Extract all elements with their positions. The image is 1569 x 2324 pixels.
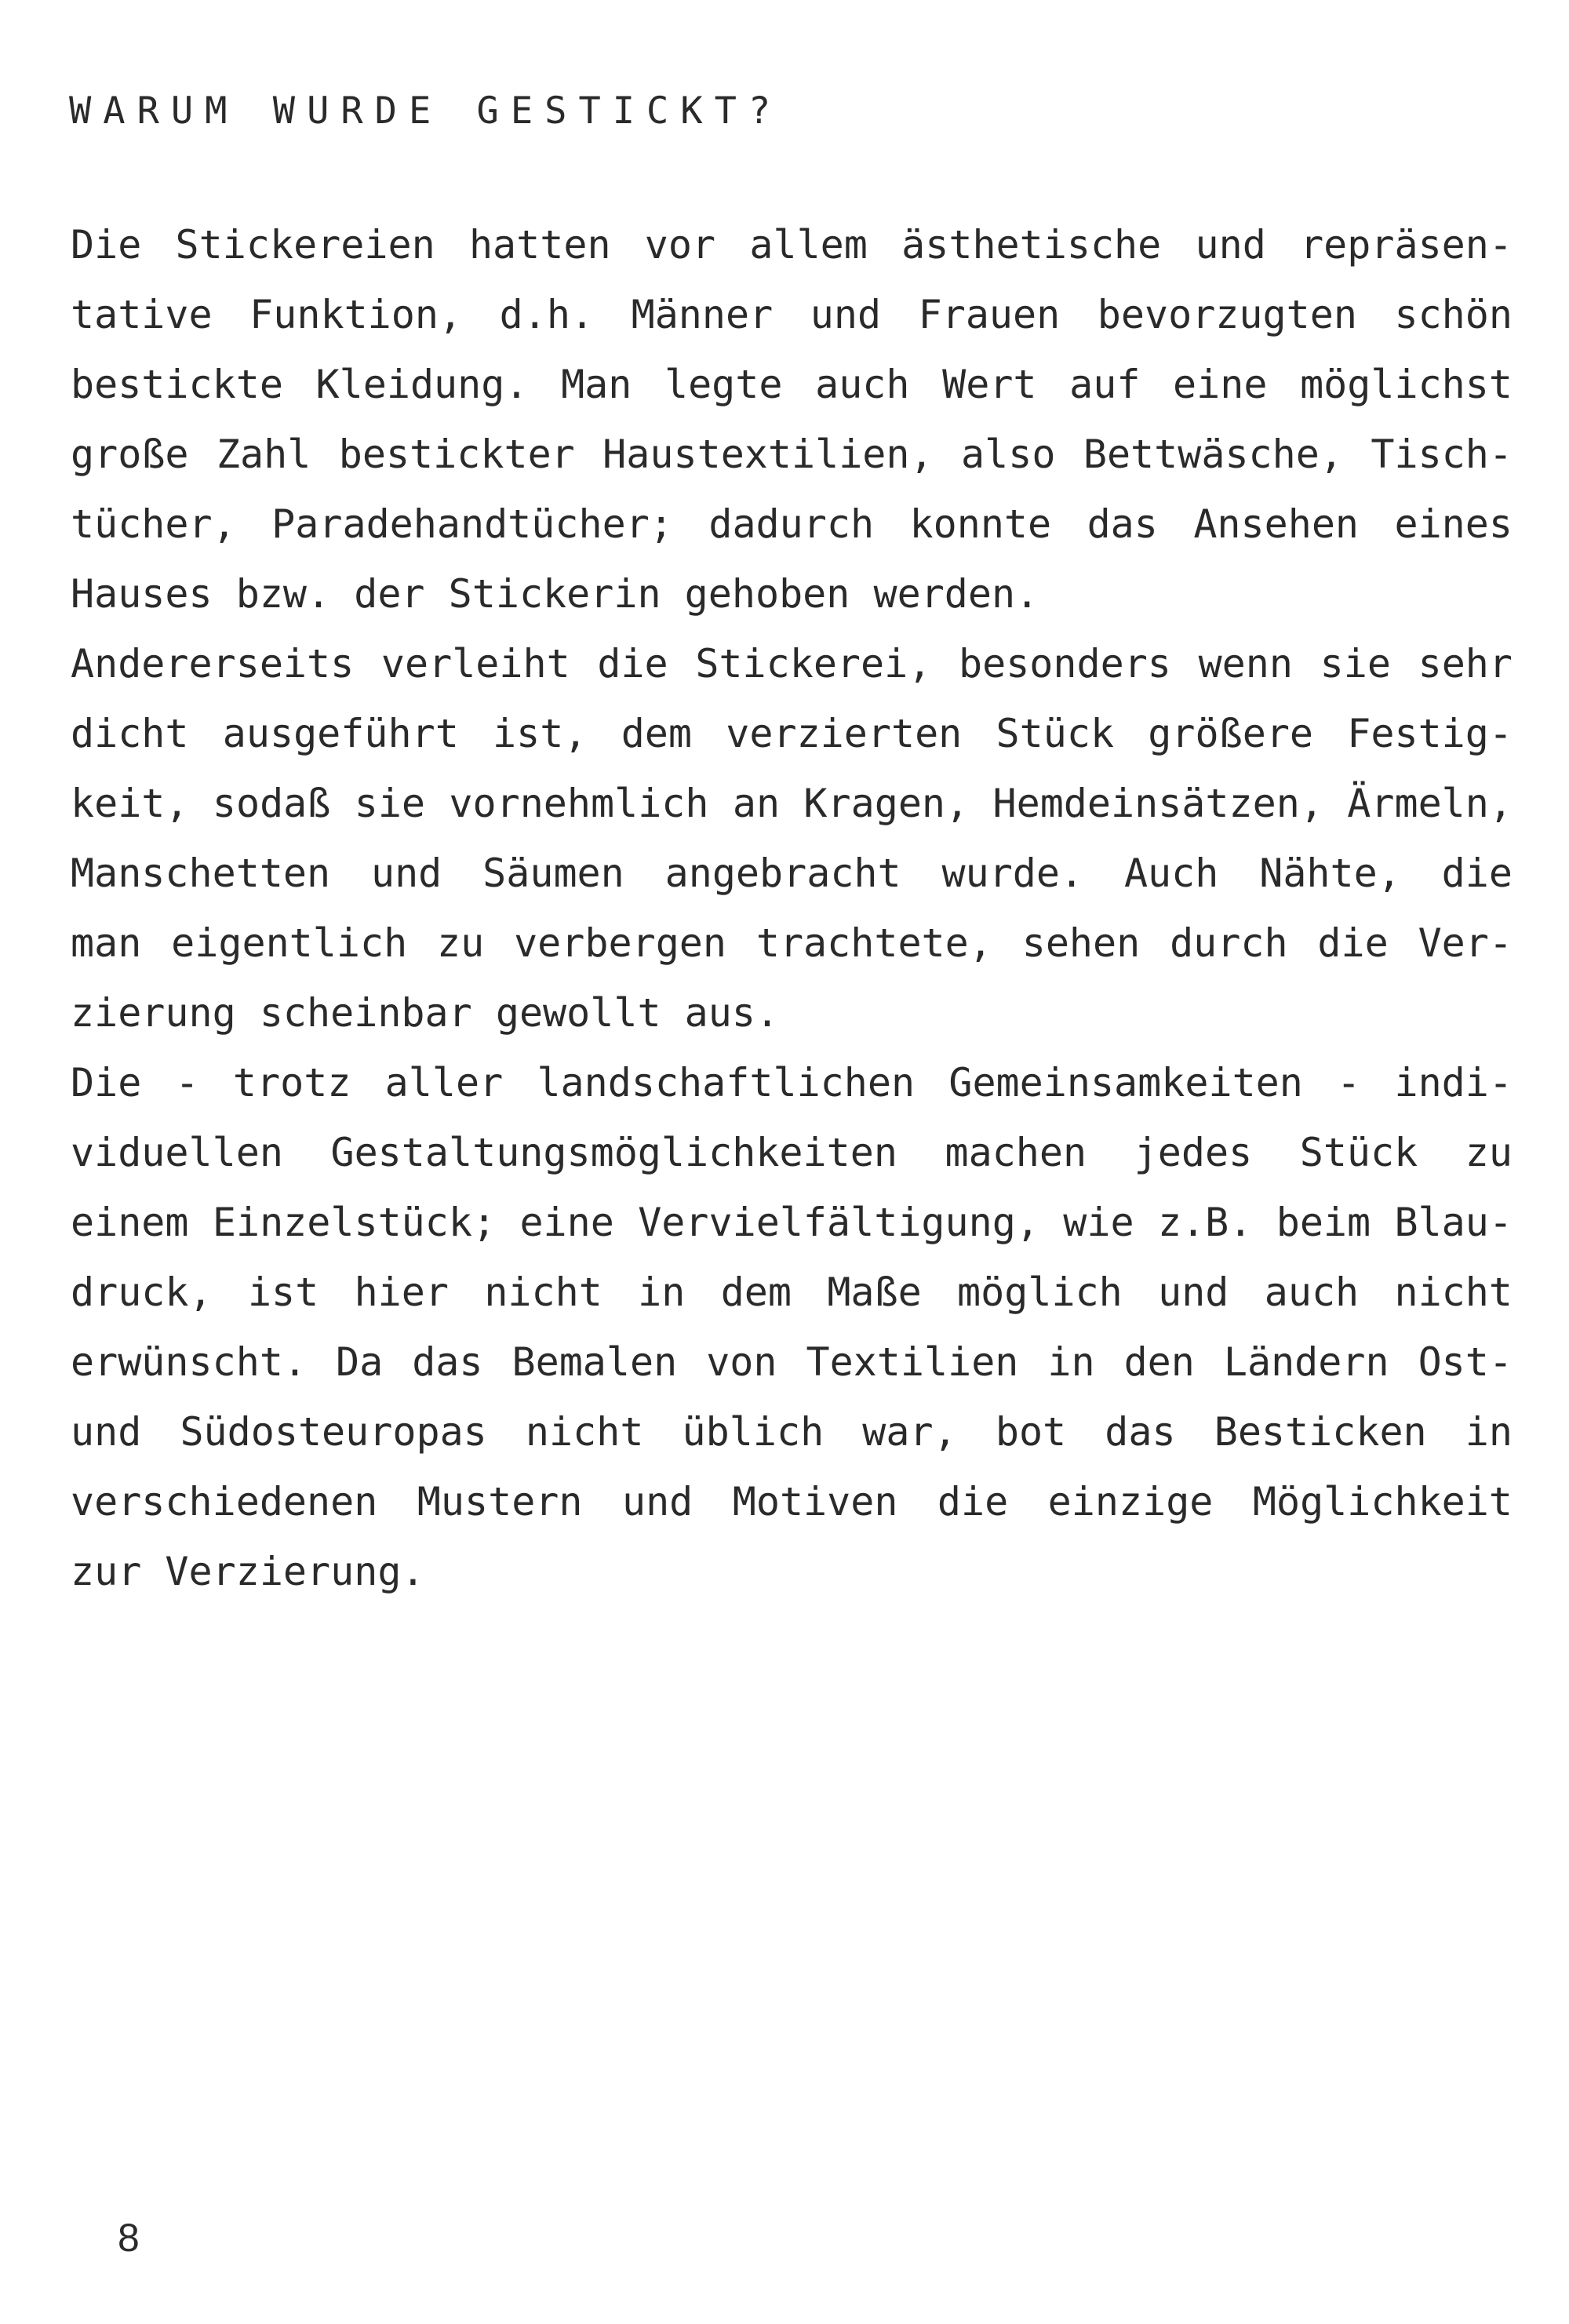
text-line: zur Verzierung.	[71, 1549, 425, 1594]
text-line: Manschetten und Säumen angebracht wurde. Auch Nähte, die	[71, 851, 1513, 896]
text-line: große Zahl bestickter Haustextilien, also Bettwäsche, Tisch-	[71, 432, 1513, 477]
page-number: 8	[118, 2216, 140, 2260]
section-heading: WARUM WURDE GESTICKT?	[69, 89, 783, 133]
text-line: Die - trotz aller landschaftlichen Gemeinsamkeiten - indi-	[71, 1060, 1513, 1106]
text-line: dicht ausgeführt ist, dem verzierten Stück größere Festig-	[71, 711, 1513, 756]
text-line: zierung scheinbar gewollt aus.	[71, 990, 780, 1036]
text-line: einem Einzelstück; eine Vervielfältigung, wie z.B. beim Blau-	[71, 1200, 1513, 1245]
text-line: tative Funktion, d.h. Männer und Frauen bevorzugten schön	[71, 292, 1513, 337]
text-line: keit, sodaß sie vornehmlich an Kragen, Hemdeinsätzen, Ärmeln,	[71, 781, 1513, 826]
text-line: verschiedenen Mustern und Motiven die einzige Möglichkeit	[71, 1479, 1513, 1524]
text-line: viduellen Gestaltungsmöglichkeiten machen jedes Stück zu	[71, 1130, 1513, 1175]
text-line: Die Stickereien hatten vor allem ästhetische und repräsen-	[71, 222, 1513, 268]
text-line: Hauses bzw. der Stickerin gehoben werden.	[71, 571, 1039, 617]
text-line: tücher, Paradehandtücher; dadurch konnte das Ansehen eines	[71, 501, 1513, 547]
text-line: und Südosteuropas nicht üblich war, bot das Besticken in	[71, 1409, 1513, 1455]
text-line: druck, ist hier nicht in dem Maße möglich und auch nicht	[71, 1269, 1513, 1315]
paragraph	[71, 210, 1513, 629]
text-line: bestickte Kleidung. Man legte auch Wert auf eine möglichst	[71, 362, 1513, 407]
text-line: erwünscht. Da das Bemalen von Textilien in den Ländern Ost-	[71, 1339, 1513, 1385]
body-text	[71, 210, 1513, 1607]
paragraph	[71, 1048, 1513, 1607]
paragraph	[71, 629, 1513, 1048]
text-line: Andererseits verleiht die Stickerei, besonders wenn sie sehr	[71, 641, 1513, 687]
text-line: man eigentlich zu verbergen trachtete, sehen durch die Ver-	[71, 920, 1513, 966]
